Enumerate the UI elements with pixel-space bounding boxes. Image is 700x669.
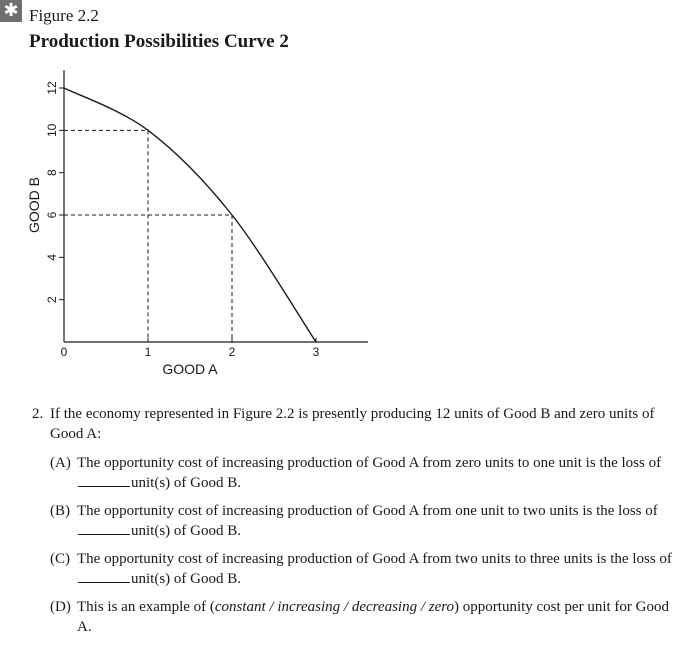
option-text — [77, 597, 672, 637]
figure-title: Production Possibilities Curve 2 — [29, 31, 289, 52]
option-text — [77, 453, 672, 493]
option-text — [77, 549, 672, 589]
answer-options — [32, 453, 672, 637]
x-tick-label: 2 — [228, 345, 236, 359]
option-text-before: This is an example of ( — [77, 599, 215, 615]
answer-blank[interactable] — [78, 522, 130, 535]
option-text-before: The opportunity cost of increasing production of Good A from one unit to two units is the loss of — [77, 503, 658, 519]
y-axis-label: GOOD B — [26, 176, 42, 234]
option-text-before: The opportunity cost of increasing production of Good A from two units to three units is the loss of — [77, 551, 672, 567]
answer-blank[interactable] — [78, 570, 130, 583]
option-text — [77, 501, 672, 541]
x-tick-label: 3 — [312, 345, 320, 359]
question-2 — [32, 404, 672, 645]
option-key: (B) — [50, 503, 70, 519]
option-a — [50, 453, 672, 493]
option-text-after: ) opportunity cost per unit for Good A. — [77, 599, 669, 635]
option-b — [50, 501, 672, 541]
x-axis-label: GOOD A — [162, 361, 218, 377]
answer-blank[interactable] — [78, 474, 130, 487]
option-d — [50, 597, 672, 637]
option-text-after: unit(s) of Good B. — [131, 475, 241, 491]
option-text-after: unit(s) of Good B. — [131, 571, 241, 587]
option-choices[interactable]: constant / increasing / decreasing / zero — [214, 599, 455, 615]
option-key: (D) — [50, 599, 71, 615]
option-c — [50, 549, 672, 589]
question-number: 2. — [32, 406, 44, 422]
x-tick-label: 1 — [144, 345, 152, 359]
y-tick-label: 8 — [45, 169, 59, 177]
option-text-after: unit(s) of Good B. — [131, 523, 241, 539]
y-tick-label: 2 — [45, 296, 59, 304]
option-text-before: The opportunity cost of increasing production of Good A from zero units to one unit is the loss of — [77, 455, 662, 471]
asterisk-icon: ✱ — [0, 0, 22, 22]
question-text: If the economy represented in Figure 2.2 is presently producing 12 units of Good B and zero units of Good A: — [50, 406, 655, 442]
figure-label: Figure 2.2 — [29, 6, 99, 25]
y-tick-label: 6 — [45, 211, 59, 219]
option-key: (C) — [50, 551, 70, 567]
y-tick-label: 4 — [45, 253, 59, 261]
question-stem — [32, 404, 672, 444]
y-tick-label: 10 — [45, 123, 59, 138]
y-tick-label: 12 — [45, 81, 59, 95]
option-key: (A) — [50, 455, 71, 471]
origin-label: 0 — [60, 345, 68, 359]
